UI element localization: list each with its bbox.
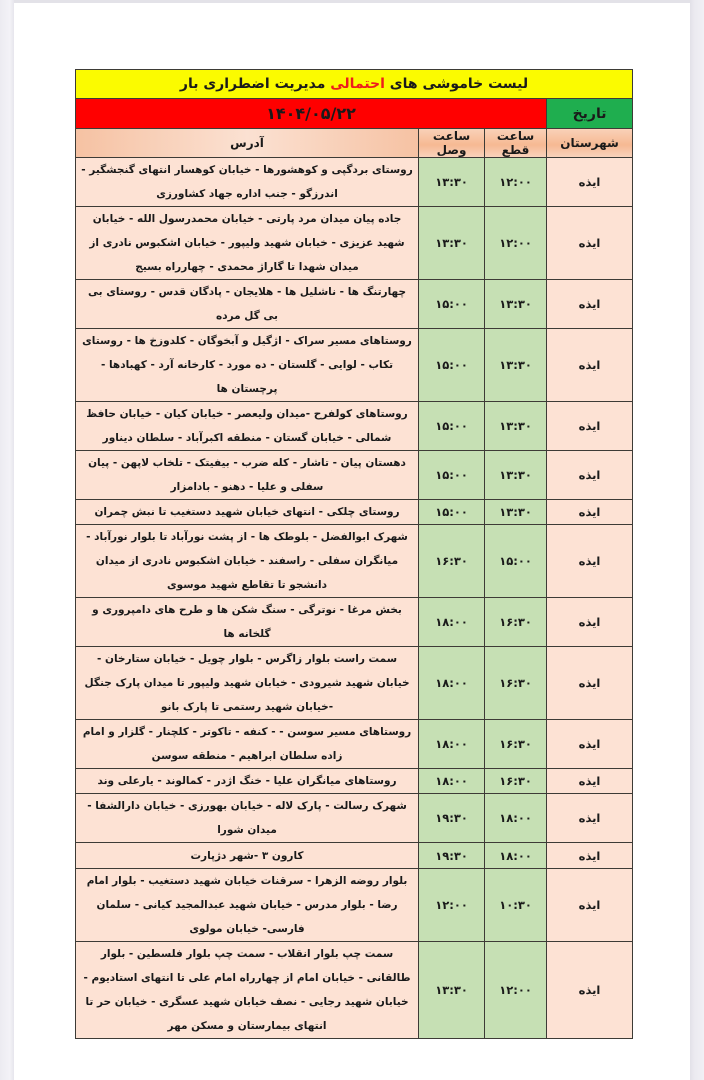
table-row: [76, 207, 633, 280]
column-header-city: شهرستان: [547, 129, 633, 158]
cut-time-cell: ۱۲:۰۰: [485, 158, 547, 207]
connect-time-cell: ۱۹:۳۰: [419, 794, 485, 843]
table-row: [76, 843, 633, 869]
address-cell: جاده پیان میدان مرد پارتی - خیابان محمدرسول الله - خیابان شهید عزیزی - خیابان شهید ولیپور - خیابان اشکبوس نادری از میدان شهدا تا گاراژ محمدی - چهارراه بسیج: [76, 207, 419, 280]
connect-time-cell: ۱۵:۰۰: [419, 451, 485, 500]
connect-time-cell: ۱۸:۰۰: [419, 647, 485, 720]
address-cell: شهرک ابوالفضل - بلوطک ها - از پشت نورآباد تا بلوار نورآباد - میانگران سفلی - راسفند - خیابان اشکبوس نادری از میدان دانشجو تا تقاطع شهید موسوی: [76, 525, 419, 598]
address-cell: روستای بردگپی و کوهشورها - خیابان کوهسار انتهای گنجشگیر - اندرزگو - جنب اداره جهاد کشاورزی: [76, 158, 419, 207]
title-suffix: مدیریت اضطراری بار: [179, 76, 331, 92]
address-cell: دهستان پیان - تاشار - کله ضرب - بیفیتک - تلخاب لاپهن - پیان سفلی و علیا - دهنو - بادامزار: [76, 451, 419, 500]
table-row: [76, 720, 633, 769]
table-row: [76, 451, 633, 500]
column-header-address: آدرس: [76, 129, 419, 158]
address-cell: بخش مرغا - نوترگی - سنگ شکن ها و طرح های دامپروری و گلخانه ها: [76, 598, 419, 647]
connect-time-cell: ۱۸:۰۰: [419, 598, 485, 647]
city-cell: ایذه: [547, 647, 633, 720]
cut-time-cell: ۱۵:۰۰: [485, 525, 547, 598]
city-cell: ایذه: [547, 158, 633, 207]
connect-time-cell: ۱۵:۰۰: [419, 280, 485, 329]
title-prefix: لیست خاموشی های: [384, 76, 529, 92]
connect-time-cell: ۱۳:۳۰: [419, 942, 485, 1039]
table-row: [76, 500, 633, 525]
connect-time-cell: ۱۳:۳۰: [419, 207, 485, 280]
cut-time-cell: ۱۳:۳۰: [485, 402, 547, 451]
document-title: [76, 70, 633, 99]
cut-time-cell: ۱۳:۳۰: [485, 451, 547, 500]
cut-time-cell: ۱۳:۳۰: [485, 280, 547, 329]
table-row: [76, 598, 633, 647]
outage-schedule-table: [75, 69, 633, 1039]
column-header-cut-time: ساعت قطع: [485, 129, 547, 158]
address-cell: روستاهای میانگران علیا - خنگ اژدر - کمالوند - یارعلی وند: [76, 769, 419, 794]
date-label: تاریخ: [547, 99, 633, 129]
title-row: [76, 70, 633, 99]
cut-time-cell: ۱۳:۳۰: [485, 329, 547, 402]
connect-time-cell: ۱۵:۰۰: [419, 402, 485, 451]
title-accent: احتمالی: [330, 76, 385, 92]
table-row: [76, 647, 633, 720]
address-cell: سمت چپ بلوار انقلاب - سمت چپ بلوار فلسطین - بلوار طالقانی - خیابان امام از چهارراه امام علی تا انتهای استادیوم - خیابان شهید رجایی - نصف خیابان شهید عسگری - خیابان حر تا انتهای بیمارستان و مسکن مهر: [76, 942, 419, 1039]
viewer-frame-top: [0, 0, 704, 3]
address-cell: روستاهای مسیر سوسن - - کنفه - تاکوتر - کلچنار - گلزار و امام زاده سلطان ابراهیم - منطقه سوسن: [76, 720, 419, 769]
cut-time-cell: ۱۲:۰۰: [485, 942, 547, 1039]
connect-time-cell: ۱۸:۰۰: [419, 769, 485, 794]
cut-time-cell: ۱۶:۳۰: [485, 769, 547, 794]
cut-time-cell: ۱۶:۳۰: [485, 598, 547, 647]
cut-time-cell: ۱۸:۰۰: [485, 794, 547, 843]
city-cell: ایذه: [547, 207, 633, 280]
connect-time-cell: ۱۳:۳۰: [419, 158, 485, 207]
city-cell: ایذه: [547, 794, 633, 843]
table-row: [76, 329, 633, 402]
city-cell: ایذه: [547, 843, 633, 869]
date-value: ۱۴۰۴/۰۵/۲۲: [76, 99, 547, 129]
cut-time-cell: ۱۸:۰۰: [485, 843, 547, 869]
city-cell: ایذه: [547, 280, 633, 329]
address-cell: روستای چلکی - انتهای خیابان شهید دستغیب تا نبش چمران: [76, 500, 419, 525]
cut-time-cell: ۱۲:۰۰: [485, 207, 547, 280]
connect-time-cell: ۱۲:۰۰: [419, 869, 485, 942]
viewer-frame-right: [690, 0, 704, 1080]
city-cell: ایذه: [547, 869, 633, 942]
city-cell: ایذه: [547, 451, 633, 500]
city-cell: ایذه: [547, 500, 633, 525]
city-cell: ایذه: [547, 402, 633, 451]
cut-time-cell: ۱۰:۳۰: [485, 869, 547, 942]
connect-time-cell: ۱۵:۰۰: [419, 500, 485, 525]
table-row: [76, 869, 633, 942]
column-header-connect-time: ساعت وصل: [419, 129, 485, 158]
address-cell: روستاهای کولفرح -میدان ولیعصر - خیابان کیان - خیابان حافظ شمالی - خیابان گستان - منطقه اکبرآباد - سلطان دیناور: [76, 402, 419, 451]
connect-time-cell: ۱۶:۳۰: [419, 525, 485, 598]
column-header-row: [76, 129, 633, 158]
table-row: [76, 794, 633, 843]
cut-time-cell: ۱۳:۳۰: [485, 500, 547, 525]
viewer-frame-left: [0, 0, 14, 1080]
table-row: [76, 942, 633, 1039]
table-row: [76, 402, 633, 451]
city-cell: ایذه: [547, 329, 633, 402]
address-cell: روستاهای مسیر سراک - اژگیل و آبخوگان - کلدوزخ ها - روستای تکاب - لوایی - گلستان - ده مورد - کارخانه آرد - کهبادها - پرچستان ها: [76, 329, 419, 402]
table-row: [76, 158, 633, 207]
address-cell: سمت راست بلوار زاگرس - بلوار چویل - خیابان ستارخان - خیابان شهید شیرودی - خیابان شهید ولیپور تا میدان پارک جنگل -خیابان شهید رستمی تا پارک بانو: [76, 647, 419, 720]
city-cell: ایذه: [547, 769, 633, 794]
city-cell: ایذه: [547, 525, 633, 598]
date-row: [76, 99, 633, 129]
connect-time-cell: ۱۸:۰۰: [419, 720, 485, 769]
table-row: [76, 769, 633, 794]
address-cell: چهارتنگ ها - ناشلیل ها - هلایجان - پادگان قدس - روستای بی بی گل مرده: [76, 280, 419, 329]
connect-time-cell: ۱۵:۰۰: [419, 329, 485, 402]
table-row: [76, 280, 633, 329]
city-cell: ایذه: [547, 598, 633, 647]
city-cell: ایذه: [547, 942, 633, 1039]
table-row: [76, 525, 633, 598]
address-cell: شهرک رسالت - پارک لاله - خیابان بهورزی - خیابان دارالشفا - میدان شورا: [76, 794, 419, 843]
connect-time-cell: ۱۹:۳۰: [419, 843, 485, 869]
cut-time-cell: ۱۶:۳۰: [485, 647, 547, 720]
cut-time-cell: ۱۶:۳۰: [485, 720, 547, 769]
address-cell: بلوار روضه الزهرا - سرقنات خیابان شهید دستغیب - بلوار امام رضا - بلوار مدرس - خیابان شهید عبدالمجید کیانی - سلمان فارسی- خیابان مولوی: [76, 869, 419, 942]
city-cell: ایذه: [547, 720, 633, 769]
address-cell: کارون ۳ -شهر دژپارت: [76, 843, 419, 869]
